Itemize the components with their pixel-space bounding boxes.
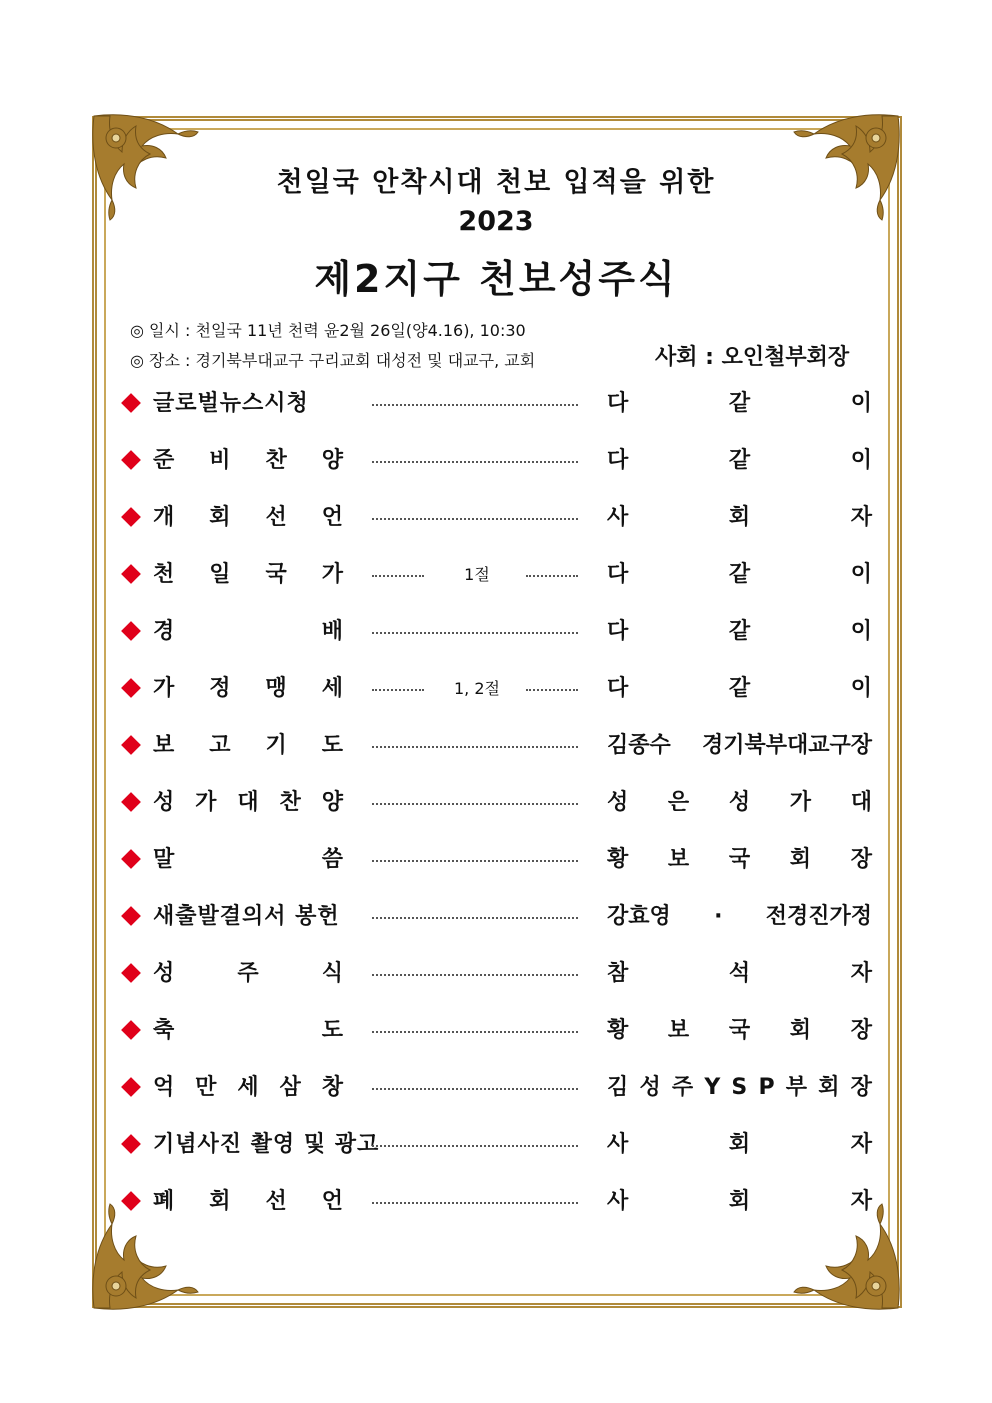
leader-dots — [372, 518, 578, 520]
program-item-label: 축 도 — [153, 1018, 343, 1043]
program-item-performer: 다 같 이 — [607, 391, 872, 416]
program-item — [120, 783, 872, 823]
program-item-label: 글로벌뉴스시청 — [153, 391, 309, 416]
event-place: ◎ 장소 : 경기북부대교구 구리교회 대성전 및 대교구, 교회 — [130, 351, 536, 370]
leader-dots — [372, 860, 578, 862]
leader-dots — [372, 461, 578, 463]
diamond-bullet-icon — [121, 963, 141, 983]
program-item — [120, 1068, 872, 1108]
program-item — [120, 498, 872, 538]
program-item-performer: 사 회 자 — [607, 505, 872, 530]
program-item-label: 경 배 — [153, 619, 343, 644]
program-item-performer: 성 은 성 가 대 — [607, 790, 872, 815]
program-item — [120, 840, 872, 880]
program-item-performer: 황 보 국 회 장 — [607, 1018, 872, 1043]
program-item-performer: 다 같 이 — [607, 448, 872, 473]
diamond-bullet-icon — [121, 1077, 141, 1097]
program-item-label: 새출발결의서 봉헌 — [153, 904, 340, 929]
program-item-performer: 다 같 이 — [607, 619, 872, 644]
program-item-label: 억 만 세 삼 창 — [153, 1075, 343, 1100]
program-item-performer: 사 회 자 — [607, 1132, 872, 1157]
diamond-bullet-icon — [121, 1134, 141, 1154]
program-item — [120, 441, 872, 481]
leader-dots — [372, 1031, 578, 1033]
leader-dots — [372, 1088, 578, 1090]
program-item — [120, 1125, 872, 1165]
leader-dots — [372, 974, 578, 976]
program-item — [120, 1011, 872, 1051]
diamond-bullet-icon — [121, 849, 141, 869]
program-item — [120, 384, 872, 424]
program-item — [120, 669, 872, 709]
program-item — [120, 954, 872, 994]
program-item — [120, 612, 872, 652]
program-item — [120, 726, 872, 766]
leader-dots — [526, 575, 578, 577]
event-date: ◎ 일시 : 천일국 11년 천력 윤2월 26일(양4.16), 10:30 — [130, 321, 526, 340]
program-item-label: 천 일 국 가 — [153, 562, 343, 587]
program-item-performer: 황 보 국 회 장 — [607, 847, 872, 872]
leader-dots — [372, 746, 578, 748]
program-item-label: 가 정 맹 세 — [153, 676, 343, 701]
program-item-performer: 다 같 이 — [607, 562, 872, 587]
diamond-bullet-icon — [121, 678, 141, 698]
program-item-verse: 1, 2절 — [454, 679, 500, 698]
page-title: 제2지구 천보성주식 — [314, 257, 678, 301]
leader-dots — [372, 917, 578, 919]
inner-frame — [104, 128, 890, 1296]
diamond-bullet-icon — [121, 1020, 141, 1040]
title-year: 2023 — [458, 206, 534, 237]
program-item-label: 성 주 식 — [153, 961, 343, 986]
program-item — [120, 897, 872, 937]
program-item-performer: 김 성 주 Y S P 부 회 장 — [607, 1075, 872, 1100]
program-item-performer: 김종수 경기북부대교구장 — [607, 733, 872, 758]
diamond-bullet-icon — [121, 393, 141, 413]
title-line-1: 천일국 안착시대 천보 입적을 위한 — [276, 167, 716, 198]
program-item — [120, 1182, 872, 1222]
diamond-bullet-icon — [121, 1191, 141, 1211]
program-item-label: 말 씀 — [153, 847, 343, 872]
diamond-bullet-icon — [121, 735, 141, 755]
diamond-bullet-icon — [121, 450, 141, 470]
leader-dots — [372, 1145, 578, 1147]
program-item-label: 기념사진 촬영 및 광고 — [153, 1132, 380, 1157]
diamond-bullet-icon — [121, 564, 141, 584]
diamond-bullet-icon — [121, 792, 141, 812]
leader-dots — [372, 575, 424, 577]
program-item-verse: 1절 — [464, 565, 490, 584]
leader-dots — [372, 1202, 578, 1204]
program-item-label: 폐 회 선 언 — [153, 1189, 343, 1214]
leader-dots — [526, 689, 578, 691]
leader-dots — [372, 632, 578, 634]
leader-dots — [372, 689, 424, 691]
program-item-performer: 사 회 자 — [607, 1189, 872, 1214]
leader-dots — [372, 803, 578, 805]
diamond-bullet-icon — [121, 621, 141, 641]
program-item-performer: 다 같 이 — [607, 676, 872, 701]
program-item-label: 준 비 찬 양 — [153, 448, 343, 473]
diamond-bullet-icon — [121, 507, 141, 527]
program-item-performer: 강효영 · 전경진가정 — [607, 904, 872, 929]
program-item-label: 개 회 선 언 — [153, 505, 343, 530]
diamond-bullet-icon — [121, 906, 141, 926]
leader-dots — [372, 404, 578, 406]
program-item-label: 성 가 대 찬 양 — [153, 790, 343, 815]
program-item-label: 보 고 기 도 — [153, 733, 343, 758]
program-item — [120, 555, 872, 595]
event-host: 사회 : 오인철부회장 — [655, 345, 850, 370]
program-item-performer: 참 석 자 — [607, 961, 872, 986]
